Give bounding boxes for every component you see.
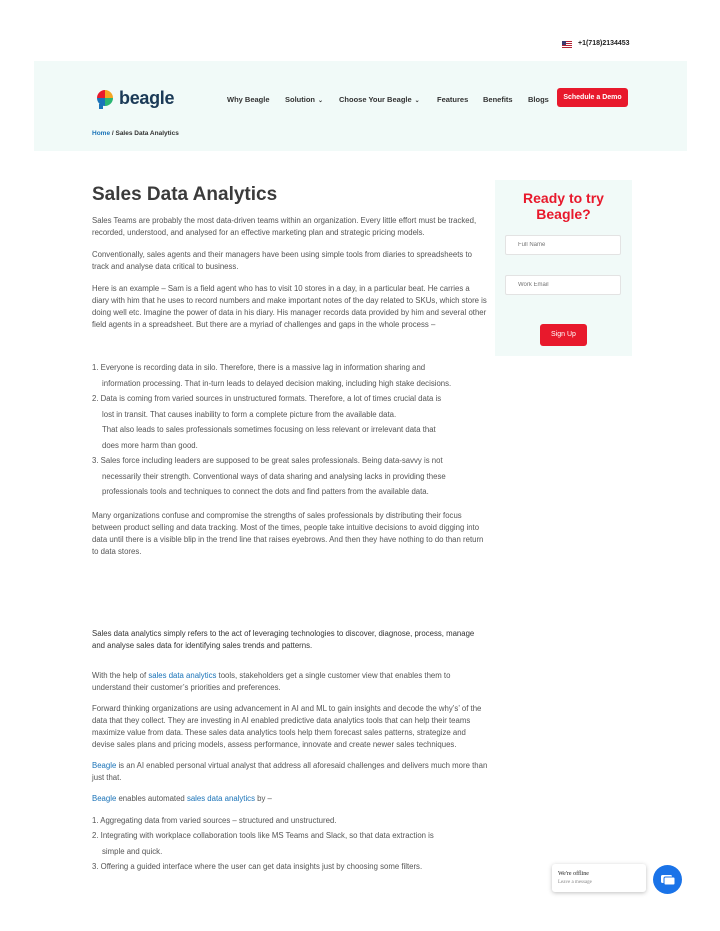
list-item: 2. Data is coming from varied sources in unstructured formats. Therefore, a lot of times crucial data is [92,394,442,403]
chevron-down-icon: ⌄ [414,98,420,104]
beagle-logo[interactable] [95,88,175,112]
nav-solution[interactable] [285,95,323,104]
paragraph-definition: Sales data analytics simply refers to the act of leveraging technologies to discover, diagnose, process, manage and analyse sales data for identifying sales trends and patterns. [92,628,475,650]
beagle-link[interactable]: Beagle [92,760,117,770]
chat-button[interactable] [653,865,682,894]
list-item: simple and quick. [102,846,163,856]
beagle-link[interactable]: Beagle [92,793,117,803]
breadcrumb-separator: / [110,130,116,137]
signup-sidebar [495,180,632,356]
paragraph-help [92,670,488,694]
full-name-input[interactable] [505,235,621,255]
sales-data-analytics-link[interactable]: sales data analytics [186,793,255,803]
list-item: necessarily their strength. Conventional ways of data sharing and analysing lacks in providing these [102,471,446,481]
site-header [34,61,687,151]
nav-benefits[interactable] [483,95,513,104]
top-bar [0,40,720,52]
sign-up-button[interactable]: Sign Up [540,324,587,346]
nav-why-beagle[interactable] [227,95,270,104]
us-flag-icon [562,41,572,48]
text: enables automated [116,793,187,803]
list-item: does more harm than good. [102,440,198,450]
list-item: That also leads to sales professionals sometimes focusing on less relevant or irrelevant data that [102,425,436,434]
breadcrumb-current: Sales Data Analytics [115,130,179,137]
challenges-list [92,360,488,500]
nav-label: Why Beagle [227,95,270,104]
text: is an AI enabled personal virtual analyst that address all aforesaid challenges and delivers much more than just that. [92,760,488,782]
nav-label: Features [437,95,469,104]
chat-bubble-icon [653,865,682,894]
schedule-demo-button[interactable]: Schedule a Demo [557,88,628,107]
list-item: professionals tools and techniques to connect the dots and find patters from the available data. [102,487,429,496]
breadcrumb [92,130,179,137]
paragraph-conventional: Conventionally, sales agents and their managers have been using simple tools from diaries to spreadsheets to track and analyse data critical to business. [92,250,472,271]
list-item: 2. Integrating with workplace collaboration tools like MS Teams and Slack, so that data extraction is [92,831,434,840]
breadcrumb-home-link[interactable]: Home [92,130,111,137]
work-email-input[interactable] [505,275,621,295]
list-item: 1. Everyone is recording data in silo. Therefore, there is a massive lag in information sharing and [92,363,426,372]
chat-status: We're offline [558,871,589,877]
paragraph-beagle [92,760,488,784]
page-title: Sales Data Analytics [92,184,278,205]
beagle-logo-icon [95,88,115,110]
paragraph-intro: Sales Teams are probably the most data-driven teams within an organization. Every little effort must be tracked, recorded, understood, and analysed for an effective marketing plan and strategic pricing models. [92,216,477,237]
article-content [92,184,488,875]
phone-number[interactable]: +1(718)2134453 [578,40,630,47]
nav-features[interactable] [437,95,468,104]
features-list [92,813,488,875]
list-item: 3. Offering a guided interface where the user can get data insights just by choosing some filters. [92,862,423,871]
paragraph-enables [92,793,488,805]
paragraph-forward: Forward thinking organizations are using advancement in AI and ML to gain insights and decode the why’s’ of the data that they collect. They are investing in AI enabled predictive data analytics tools that can help their teams maximize value from data. These sales data analytics tools help them forecast sales patterns, strategize and devise sales plans and pricing models, assess performance, innovate and create newer sales techniques. [92,703,482,749]
paragraph-organizations: Many organizations confuse and compromise the strengths of sales professionals by distributing their focus between product selling and data tracking. Most of the times, people take intuitive decisions to avoid digging into data until there is a visible blip in the trend line that raises eyebrows. And then they have nothing to do than return to data stores. [92,510,484,556]
list-item: 3. Sales force including leaders are supposed to be great sales professionals. Being data-savvy is not [92,456,443,465]
text: With the help of [92,670,149,680]
sidebar-title: Ready to try Beagle? [523,190,604,222]
nav-label: Choose Your Beagle [339,95,412,104]
text: by – [254,793,272,803]
nav-label: Solution [285,95,315,104]
nav-blogs[interactable] [528,95,549,104]
list-item: lost in transit. That causes inability to form a complete picture from the available data. [102,409,397,419]
nav-label: Benefits [483,95,513,104]
list-item: 1. Aggregating data from varied sources – structured and unstructured. [92,815,337,825]
logo-text: beagle [119,88,175,108]
chevron-down-icon: ⌄ [318,98,324,104]
chat-leave-message[interactable]: Leave a message [558,880,592,885]
nav-choose-your-beagle[interactable] [339,95,420,104]
list-item: information processing. That in-turn leads to delayed decision making, including high stake decisions. [102,378,452,388]
sales-data-analytics-link[interactable]: sales data analytics [148,670,217,680]
text: tools, stakeholders get a single customer view that enables them to understand their customer’s priorities and preferences. [92,670,451,692]
nav-label: Blogs [528,95,549,104]
chat-widget[interactable] [552,864,646,892]
paragraph-example: Here is an example – Sam is a field agent who has to visit 10 stores in a day, in a particular beat. He carries a diary with him that he uses to record numbers and make important notes of the day related to SKUs, which store is doing well etc. Imagine the power of data in his diary. His manager records data provided by him and several other field agents in a spreadsheet. But there are a myriad of challenges and gaps in the whole process – [92,284,487,329]
